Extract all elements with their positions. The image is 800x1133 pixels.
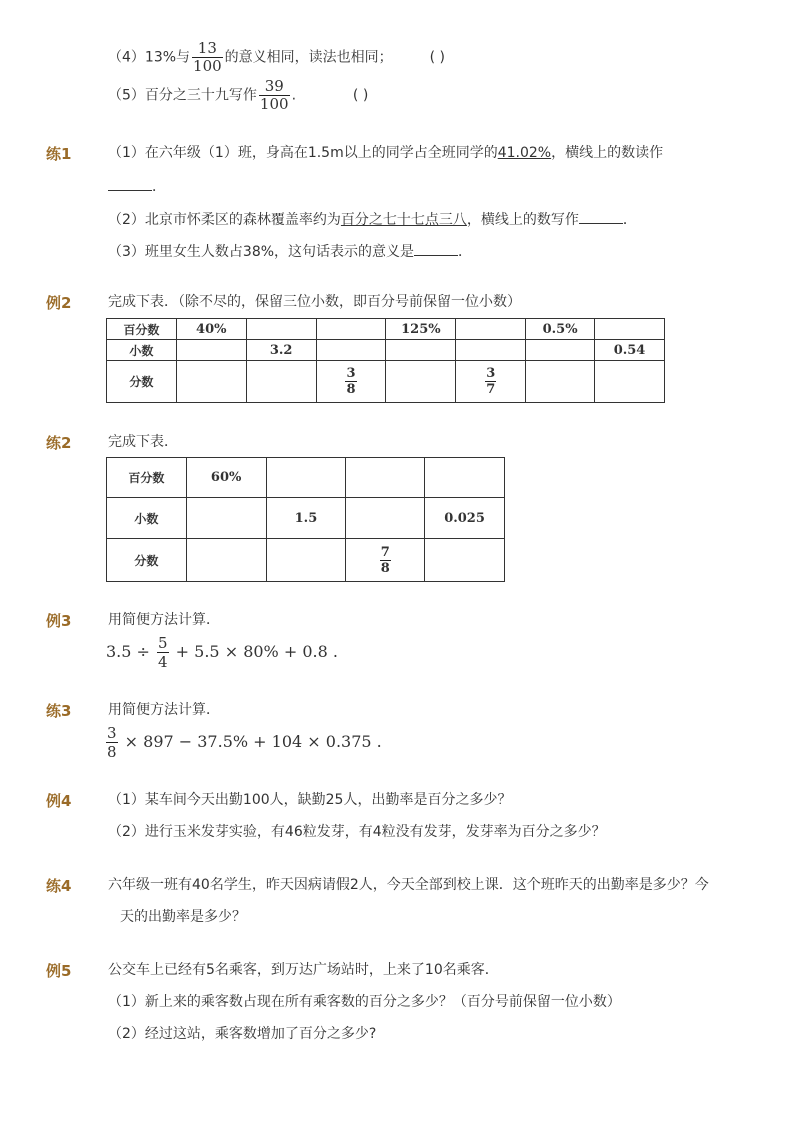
section-tag: 例3 (46, 612, 72, 630)
answer-blank[interactable] (108, 176, 152, 191)
lian2-instruction: 完成下表． (108, 434, 178, 450)
table-row (107, 458, 505, 498)
fraction: $\frac{13}{100}$ (193, 39, 222, 75)
table-cell[interactable] (186, 498, 266, 539)
table-row (107, 340, 665, 361)
table-cell[interactable]: 1.5 (266, 498, 346, 539)
li4-q1: （1）某车间今天出勤100人，缺勤25人，出勤率是百分之多少？ (108, 792, 512, 808)
table-row (107, 319, 665, 340)
li3-instruction: 用简便方法计算． (108, 612, 220, 628)
table-row (107, 539, 505, 582)
lian1-q1-blank-line: ． (108, 176, 166, 197)
row-header: 百分数 (107, 319, 177, 340)
fraction: $\frac{39}{100}$ (259, 77, 289, 113)
section-tag: 例5 (46, 962, 72, 980)
table-cell[interactable]: 0.54 (595, 340, 665, 361)
lian4-line2: 天的出勤率是多少？ (120, 909, 246, 925)
table-cell[interactable]: 3.2 (246, 340, 316, 361)
row-header: 分数 (107, 361, 177, 403)
table-row (107, 498, 505, 539)
answer-paren[interactable]: ( ) (352, 87, 369, 104)
table-cell[interactable] (386, 361, 456, 403)
li5-q1: （1）新上来的乘客数占现在所有乘客数的百分之多少？（百分号前保留一位小数） (108, 994, 621, 1010)
row-header: 分数 (107, 539, 187, 582)
lian3-instruction: 用简便方法计算． (108, 702, 220, 718)
table-cell[interactable] (316, 319, 386, 340)
table-row (107, 361, 665, 403)
row-header: 小数 (107, 340, 177, 361)
table-cell[interactable] (595, 319, 665, 340)
table-cell[interactable] (316, 340, 386, 361)
table-cell[interactable] (246, 361, 316, 403)
table-cell[interactable] (456, 319, 526, 340)
table-cell[interactable] (186, 539, 266, 582)
table-cell[interactable]: 60% (186, 458, 266, 498)
item-4 (108, 40, 445, 75)
table-cell[interactable]: 0.5% (526, 319, 595, 340)
fraction: $\frac{3}{8}$ (346, 366, 356, 397)
item-4-prefix: （4）13%与 (108, 49, 191, 66)
table-cell[interactable] (526, 340, 595, 361)
li2-instruction: 完成下表．（除不尽的，保留三位小数，即百分号前保留一位小数） (108, 294, 521, 310)
table-cell[interactable]: 0.025 (425, 498, 505, 539)
item-5-suffix: . (291, 87, 297, 104)
table-cell[interactable] (346, 539, 425, 582)
underlined-value: 41.02% (497, 145, 552, 161)
table-cell[interactable] (346, 458, 425, 498)
table-cell[interactable] (526, 361, 595, 403)
table-cell[interactable] (316, 361, 386, 403)
lian4-line1: 六年级一班有40名学生，昨天因病请假2人，今天全部到校上课．这个班昨天的出勤率是多少？今 (108, 877, 709, 893)
table-cell[interactable] (266, 458, 346, 498)
lian2-table (106, 457, 505, 582)
fraction: $\frac{3}{7}$ (486, 366, 496, 397)
underlined-value: 百分之七十七点三八 (340, 212, 467, 228)
section-tag: 练4 (46, 877, 72, 895)
answer-blank[interactable] (579, 209, 623, 224)
section-tag: 例4 (46, 792, 72, 810)
table-cell[interactable] (425, 458, 505, 498)
table-cell[interactable] (386, 340, 456, 361)
table-cell[interactable] (595, 361, 665, 403)
section-tag: 例2 (46, 294, 72, 312)
section-tag: 练3 (46, 702, 72, 720)
lian1-q2: （2）北京市怀柔区的森林覆盖率约为百分之七十七点三八，横线上的数写作 ． (108, 209, 637, 230)
table-cell[interactable] (176, 361, 246, 403)
item-5 (108, 78, 368, 113)
table-cell[interactable] (346, 498, 425, 539)
table-cell[interactable] (456, 340, 526, 361)
section-tag: 练1 (46, 145, 72, 163)
li4-q2: （2）进行玉米发芽实验，有46粒发芽，有4粒没有发芽，发芽率为百分之多少？ (108, 824, 606, 840)
item-5-prefix: （5）百分之三十九写作 (108, 87, 257, 104)
li5-q2: （2）经过这站，乘客数增加了百分之多少? (108, 1026, 377, 1042)
section-tag: 练2 (46, 434, 72, 452)
table-cell[interactable] (176, 340, 246, 361)
table-cell[interactable] (456, 361, 526, 403)
lian1-q3: （3）班里女生人数占38%，这句话表示的意义是 ． (108, 241, 472, 262)
table-cell[interactable] (266, 539, 346, 582)
answer-blank[interactable] (414, 241, 458, 256)
item-4-suffix: 的意义相同，读法也相同； (224, 49, 393, 66)
table-cell[interactable]: 125% (386, 319, 456, 340)
row-header: 小数 (107, 498, 187, 539)
row-header: 百分数 (107, 458, 187, 498)
table-cell[interactable] (425, 539, 505, 582)
answer-paren[interactable]: ( ) (429, 49, 445, 66)
fraction: $\frac{3}{8}$ (107, 724, 117, 761)
lian1-q1: （1）在六年级（1）班，身高在1.5m以上的同学占全班同学的41.02%，横线上的数读作 (108, 145, 664, 161)
li3-expression: 3.5 ÷ $\frac{5}{4}$ + 5.5 × 80% + 0.8 . (106, 634, 338, 671)
li5-text: 公交车上已经有5名乘客，到万达广场站时，上来了10名乘客． (108, 962, 499, 978)
fraction: $\frac{5}{4}$ (158, 634, 168, 671)
table-cell[interactable]: 40% (176, 319, 246, 340)
li2-table (106, 318, 665, 403)
fraction: $\frac{7}{8}$ (380, 544, 390, 576)
table-cell[interactable] (246, 319, 316, 340)
lian3-expression: $\frac{3}{8}$ × 897 − 37.5% + 104 × 0.375 . (107, 724, 382, 761)
